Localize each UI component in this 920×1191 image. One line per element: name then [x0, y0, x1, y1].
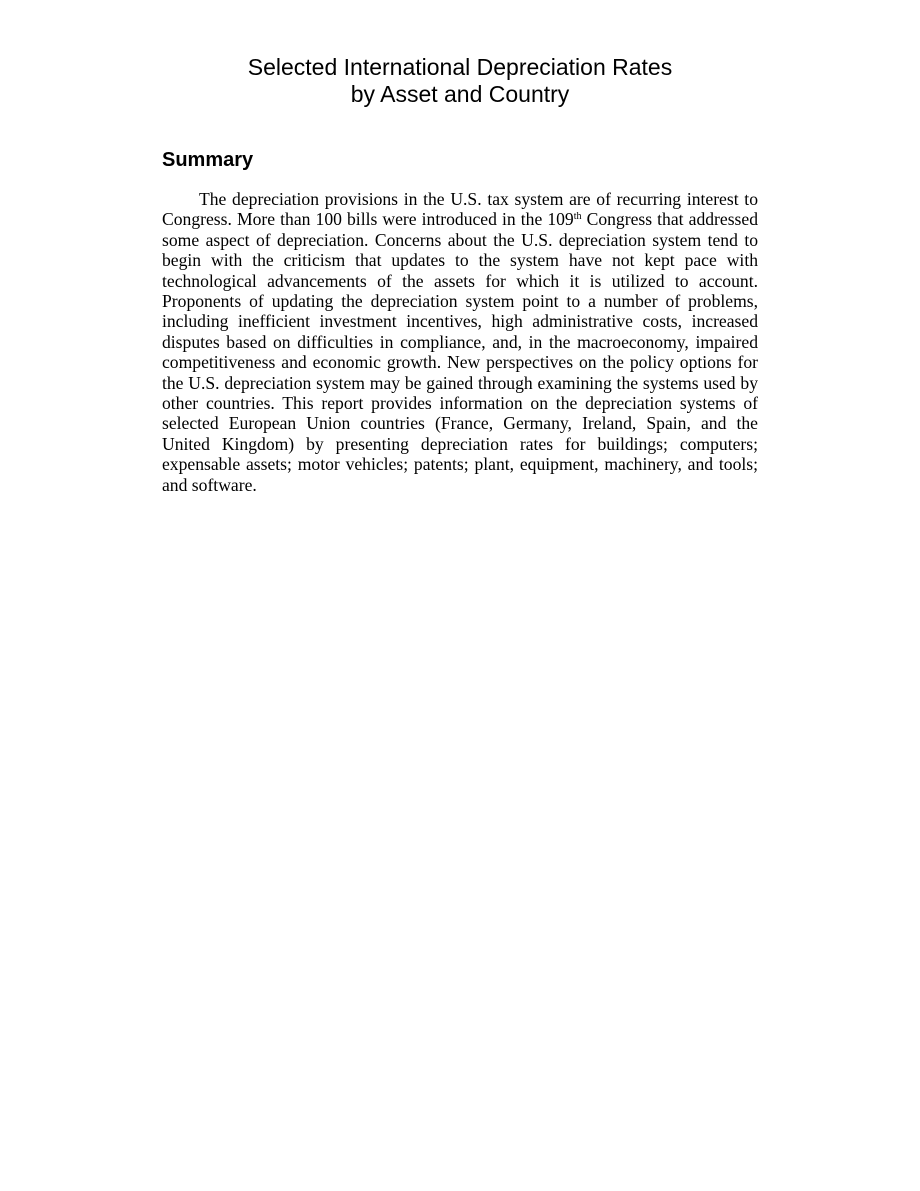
- summary-paragraph: [162, 189, 758, 495]
- paragraph-part-2: Congress that addressed some aspect of depreciation. Concerns about the U.S. depreciation system tend to begin with the criticism that updates to the system have not kept pace with technological advancements of the assets for which it is utilized to account. Proponents of updating the depreciation system point to a number of problems, including inefficient investment incentives, high administrative costs, increased disputes based on difficulties in compliance, and, in the macroeconomy, impaired competitiveness and economic growth. New perspectives on the policy options for the U.S. depreciation system may be gained through examining the systems used by other countries. This report provides information on the depreciation systems of selected European Union countries (France, Germany, Ireland, Spain, and the United Kingdom) by presenting depreciation rates for buildings; computers; expensable assets; motor vehicles; patents; plant, equipment, machinery, and tools; and software.: [162, 209, 759, 495]
- title-line-1: Selected International Depreciation Rates: [247, 54, 673, 80]
- document-page: [162, 54, 758, 495]
- ordinal-superscript: th: [573, 211, 582, 223]
- title-line-2: by Asset and Country: [350, 81, 570, 107]
- summary-heading: Summary: [162, 149, 254, 171]
- paragraph-part-1: The depreciation provisions in the U.S. tax system are of recurring interest to Congress. More than 100 bills were introduced in the 109: [162, 189, 758, 230]
- document-title: [162, 54, 758, 108]
